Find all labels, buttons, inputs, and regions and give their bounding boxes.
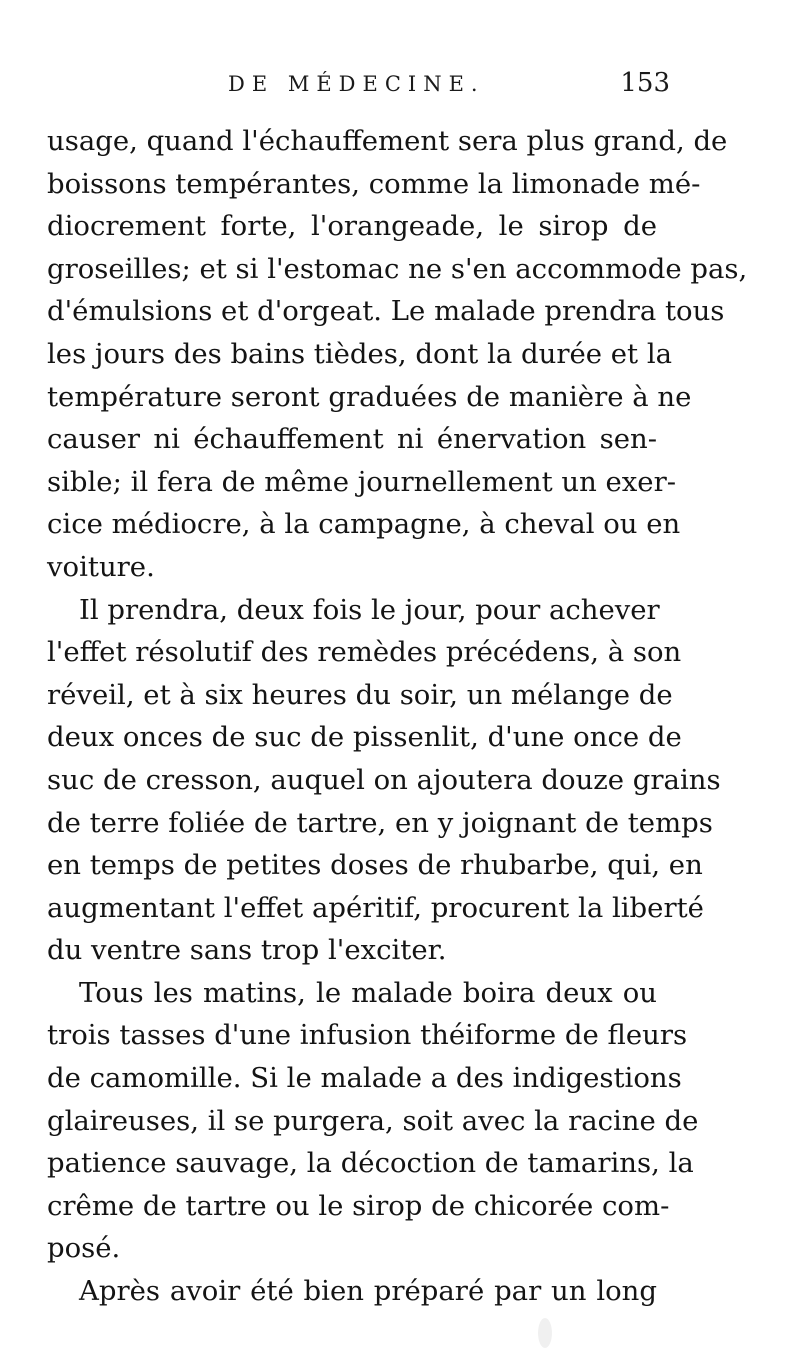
text-line: de camomille. Si le malade a des indigestions	[47, 1062, 682, 1095]
text-line: deux onces de suc de pissenlit, d'une once de	[47, 721, 682, 754]
paragraph-start-line: Tous les matins, le malade boira deux ou	[79, 976, 657, 1009]
text-line: causer ni échauffement ni énervation sen-	[47, 423, 657, 456]
paragraph-start-line: Après avoir été bien préparé par un long	[79, 1275, 657, 1308]
text-line: du ventre sans trop l'exciter.	[47, 934, 447, 967]
text-line: diocrement forte, l'orangeade, le sirop de	[47, 210, 657, 243]
text-line: patience sauvage, la décoction de tamarins, la	[47, 1147, 694, 1180]
text-line: groseilles; et si l'estomac ne s'en accommode pas,	[47, 252, 748, 285]
text-line: glaireuses, il se purgera, soit avec la racine de	[47, 1104, 699, 1137]
text-line: voiture.	[47, 550, 155, 583]
body-text	[47, 120, 748, 1313]
text-line: posé.	[47, 1232, 121, 1265]
page-number: 153	[620, 68, 670, 98]
text-line: crême de tartre ou le sirop de chicorée com-	[47, 1189, 670, 1222]
text-line: suc de cresson, auquel on ajoutera douze grains	[47, 763, 721, 796]
text-line: les jours des bains tièdes, dont la durée et la	[47, 337, 673, 370]
text-line: sible; il fera de même journellement un exer-	[47, 465, 677, 498]
text-line: en temps de petites doses de rhubarbe, qui, en	[47, 849, 703, 882]
text-line: augmentant l'effet apéritif, procurent la liberté	[47, 891, 704, 924]
text-line: boissons tempérantes, comme la limonade mé-	[47, 167, 701, 200]
text-line: d'émulsions et d'orgeat. Le malade prendra tous	[47, 295, 725, 328]
text-line: cice médiocre, à la campagne, à cheval ou en	[47, 508, 681, 541]
text-line: de terre foliée de tartre, en y joignant de temps	[47, 806, 713, 839]
text-line: usage, quand l'échauffement sera plus grand, de	[47, 125, 728, 157]
paper-blemish	[538, 1318, 552, 1348]
text-line: trois tasses d'une infusion théiforme de fleurs	[47, 1019, 688, 1052]
text-line: température seront graduées de manière à ne	[47, 380, 692, 413]
paragraph-start-line: Il prendra, deux fois le jour, pour achever	[79, 593, 660, 626]
text-line: réveil, et à six heures du soir, un mélange de	[47, 678, 673, 711]
running-head: DE MÉDECINE.	[228, 72, 485, 96]
text-line: l'effet résolutif des remèdes précédens, à son	[47, 636, 682, 669]
page-header	[0, 68, 800, 108]
